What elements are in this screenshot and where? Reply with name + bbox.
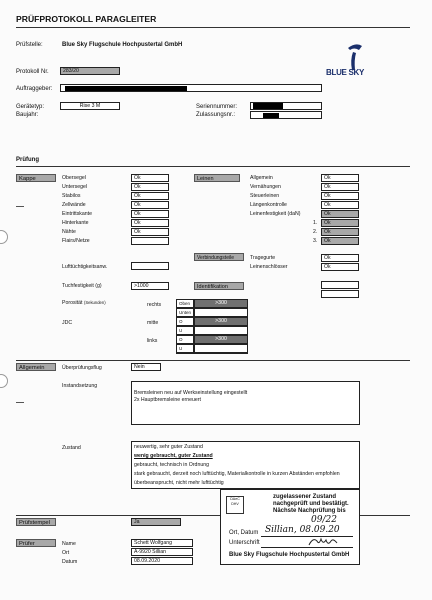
logo-line: DAeC xyxy=(230,497,240,501)
stamp-next-date: 09/22 xyxy=(311,515,337,525)
daec-dhv-logo xyxy=(226,496,244,514)
blue-sky-logo xyxy=(326,38,386,82)
zulassungsnr-field[interactable] xyxy=(250,111,322,119)
stamp-line: Nächste Nachprüfung bis xyxy=(273,508,346,514)
porositaet-value[interactable] xyxy=(194,308,248,317)
porositaet-side: rechts xyxy=(147,302,162,308)
leinen-label: Allgemein xyxy=(250,175,273,181)
kappe-label: Hinterkante xyxy=(62,220,89,226)
leinen-number: 2. xyxy=(313,229,318,235)
logo-line: DHV xyxy=(231,502,239,506)
leinen-label: Längenkontrolle xyxy=(250,202,287,208)
ueberpruefungsflug-label: Überprüfungsflug xyxy=(62,365,102,371)
porositaet-side: mitte xyxy=(147,320,159,326)
stamp-text xyxy=(273,494,349,515)
kappe-value[interactable]: Ok xyxy=(131,210,169,218)
auftraggeber-field[interactable] xyxy=(60,84,322,92)
instandsetzung-field[interactable] xyxy=(131,381,360,425)
pruefer-ort-field[interactable]: A-9920 Sillian xyxy=(131,548,193,556)
inspection-stamp xyxy=(220,489,360,565)
porositaet-pos: U xyxy=(176,326,194,335)
leinen-label: Vernähungen xyxy=(250,184,281,190)
porositaet-value[interactable]: >300 xyxy=(194,335,248,344)
zustand-option-selected[interactable]: wenig gebraucht, guter Zustand xyxy=(134,453,213,459)
kappe-label: Obersegel xyxy=(62,175,86,181)
instandsetzung-label: Instandsetzung xyxy=(62,383,98,389)
porositaet-label: Porosität (Sekunden) xyxy=(62,300,106,306)
stamp-line: zugelassener Zustand xyxy=(273,494,337,500)
geraetetyp-field[interactable]: Rise 3 M xyxy=(60,102,120,110)
auftraggeber-label: Auftraggeber: xyxy=(16,86,53,92)
stamp-line: nachgeprüft und bestätigt. xyxy=(273,501,349,507)
porositaet-value[interactable]: >300 xyxy=(194,317,248,326)
divider xyxy=(16,166,410,167)
tuchfestigkeit-label: Tuchfestigkeit (g) xyxy=(62,283,102,289)
ueberpruefungsflug-field[interactable]: Nein xyxy=(131,363,161,371)
pruefer-section-label: Prüfer xyxy=(16,539,56,547)
porositaet-pos: O xyxy=(176,335,194,344)
porositaet-pos: Oben xyxy=(176,299,194,308)
kappe-value[interactable]: Ok xyxy=(131,201,169,209)
zustand-option[interactable]: stark gebraucht, derzeit noch lufttüchtig, Materialkontrolle in kurzen Abständen empfohlen xyxy=(134,471,340,477)
verbindung-label: Tragegurte xyxy=(250,255,276,261)
porositaet-pos: U xyxy=(176,344,194,353)
divider xyxy=(16,27,410,28)
protokoll-label: Protokoll Nr. xyxy=(16,69,49,75)
leinen-value[interactable]: Ok xyxy=(321,192,359,200)
protokoll-field[interactable]: 283/20 xyxy=(60,67,120,75)
identifikation-field[interactable] xyxy=(321,290,359,298)
margin-tick xyxy=(16,402,24,403)
leinen-number: 1. xyxy=(313,220,318,226)
pruefstelle-value: Blue Sky Flugschule Hochpustertal GmbH xyxy=(62,42,183,48)
kappe-value[interactable]: Ok xyxy=(131,183,169,191)
kappe-label: Nähte xyxy=(62,229,76,235)
leinen-value[interactable]: Ok xyxy=(321,237,359,245)
leinen-value[interactable]: Ok xyxy=(321,219,359,227)
seriennummer-label: Seriennummer: xyxy=(196,104,238,110)
zustand-option[interactable]: überbeansprucht, nicht mehr lufttüchtig xyxy=(134,480,224,486)
leinen-section-label: Leinen xyxy=(194,174,240,182)
instandsetzung-line: 2x Hauptbremsleine erneuert xyxy=(134,397,201,403)
pruefer-name-field[interactable]: Schett Wolfgang xyxy=(131,539,193,547)
leinen-label: Steuerleinen xyxy=(250,193,280,199)
stamp-ort-datum-value: Sillian, 08.09.20 xyxy=(265,525,340,535)
pruefstempel-field[interactable]: Ja xyxy=(131,518,181,526)
kappe-label: Stabilos xyxy=(62,193,81,199)
leinen-value[interactable]: Ok xyxy=(321,210,359,218)
verbindung-label: Leinenschlösser xyxy=(250,264,288,270)
porositaet-pos: Unten xyxy=(176,308,194,317)
verbindungsteile-label: Verbindungsteile xyxy=(194,253,244,261)
kappe-value[interactable]: Ok xyxy=(131,192,169,200)
verbindung-value[interactable]: Ok xyxy=(321,263,359,271)
porositaet-value[interactable] xyxy=(194,326,248,335)
jdc-label: JDC xyxy=(62,320,73,326)
verbindung-value[interactable]: Ok xyxy=(321,254,359,262)
lufttuechtigkeit-label: Lufttüchtigkeitsanw. xyxy=(62,264,108,270)
kappe-label: Untersegel xyxy=(62,184,88,190)
lufttuechtigkeit-field[interactable] xyxy=(131,262,169,270)
identifikation-field[interactable] xyxy=(321,281,359,289)
leinen-value[interactable]: Ok xyxy=(321,201,359,209)
porositaet-pos: O xyxy=(176,317,194,326)
zustand-label: Zustand xyxy=(62,445,81,451)
pruefer-name-label: Name xyxy=(62,541,76,547)
kappe-value[interactable] xyxy=(131,237,169,245)
pruefer-ort-label: Ort xyxy=(62,550,70,556)
porositaet-value[interactable] xyxy=(194,344,248,353)
punch-hole xyxy=(0,230,8,244)
kappe-label: Flairs/Netze xyxy=(62,238,90,244)
allgemein-section-label: Allgemein xyxy=(16,363,56,371)
document-title: PRÜFPROTOKOLL PARAGLEITER xyxy=(16,14,157,24)
kappe-section-label: Kappe xyxy=(16,174,56,182)
kappe-label: Eintrittskante xyxy=(62,211,92,217)
instandsetzung-line: Bremsleinen neu auf Werkseinstellung eingestellt xyxy=(134,390,248,396)
stamp-footer: Blue Sky Flugschule Hochpustertal GmbH xyxy=(229,552,350,558)
zustand-field[interactable] xyxy=(131,441,360,489)
leinen-value[interactable]: Ok xyxy=(321,183,359,191)
logo-text: BLUE SKY xyxy=(326,68,365,77)
pruefer-datum-label: Datum xyxy=(62,559,78,565)
zulassungsnr-label: Zulassungsnr.: xyxy=(196,112,236,118)
geraetetyp-label: Gerätetyp: xyxy=(16,104,45,110)
porositaet-side: links xyxy=(147,338,158,344)
punch-hole xyxy=(0,374,8,388)
tuchfestigkeit-field[interactable]: >1000 xyxy=(131,282,169,290)
kappe-value[interactable]: Ok xyxy=(131,174,169,182)
zustand-option[interactable]: gebraucht, technisch in Ordnung xyxy=(134,462,209,468)
pruefstelle-label: Prüfstelle: xyxy=(16,42,43,48)
zustand-option[interactable]: neuwertig, sehr guter Zustand xyxy=(134,444,203,450)
pruefer-datum-field[interactable]: 08.09.2020 xyxy=(131,557,193,565)
stamp-underline xyxy=(261,547,353,548)
redaction-bar xyxy=(65,86,187,91)
pruefung-title: Prüfung xyxy=(16,157,39,163)
margin-tick xyxy=(16,206,24,207)
redaction-bar xyxy=(263,113,279,118)
stamp-ort-datum-label: Ort, Datum xyxy=(229,530,259,536)
porositaet-value[interactable]: >300 xyxy=(194,299,248,308)
redaction-bar xyxy=(253,103,283,110)
baujahr-label: Baujahr: xyxy=(16,112,39,118)
seriennummer-field[interactable] xyxy=(250,102,322,110)
leinen-label: Leinenfestigkeit (daN) xyxy=(250,211,301,217)
stamp-unterschrift-label: Unterschrift xyxy=(229,540,260,546)
pruefstempel-section-label: Prüfstempel xyxy=(16,518,56,526)
kappe-value[interactable]: Ok xyxy=(131,219,169,227)
divider xyxy=(16,360,410,361)
leinen-value[interactable]: Ok xyxy=(321,174,359,182)
leinen-number: 3. xyxy=(313,238,318,244)
kappe-value[interactable]: Ok xyxy=(131,228,169,236)
leinen-value[interactable]: Ok xyxy=(321,228,359,236)
identifikation-label: Identifikation xyxy=(194,282,244,290)
kappe-label: Zellwände xyxy=(62,202,86,208)
